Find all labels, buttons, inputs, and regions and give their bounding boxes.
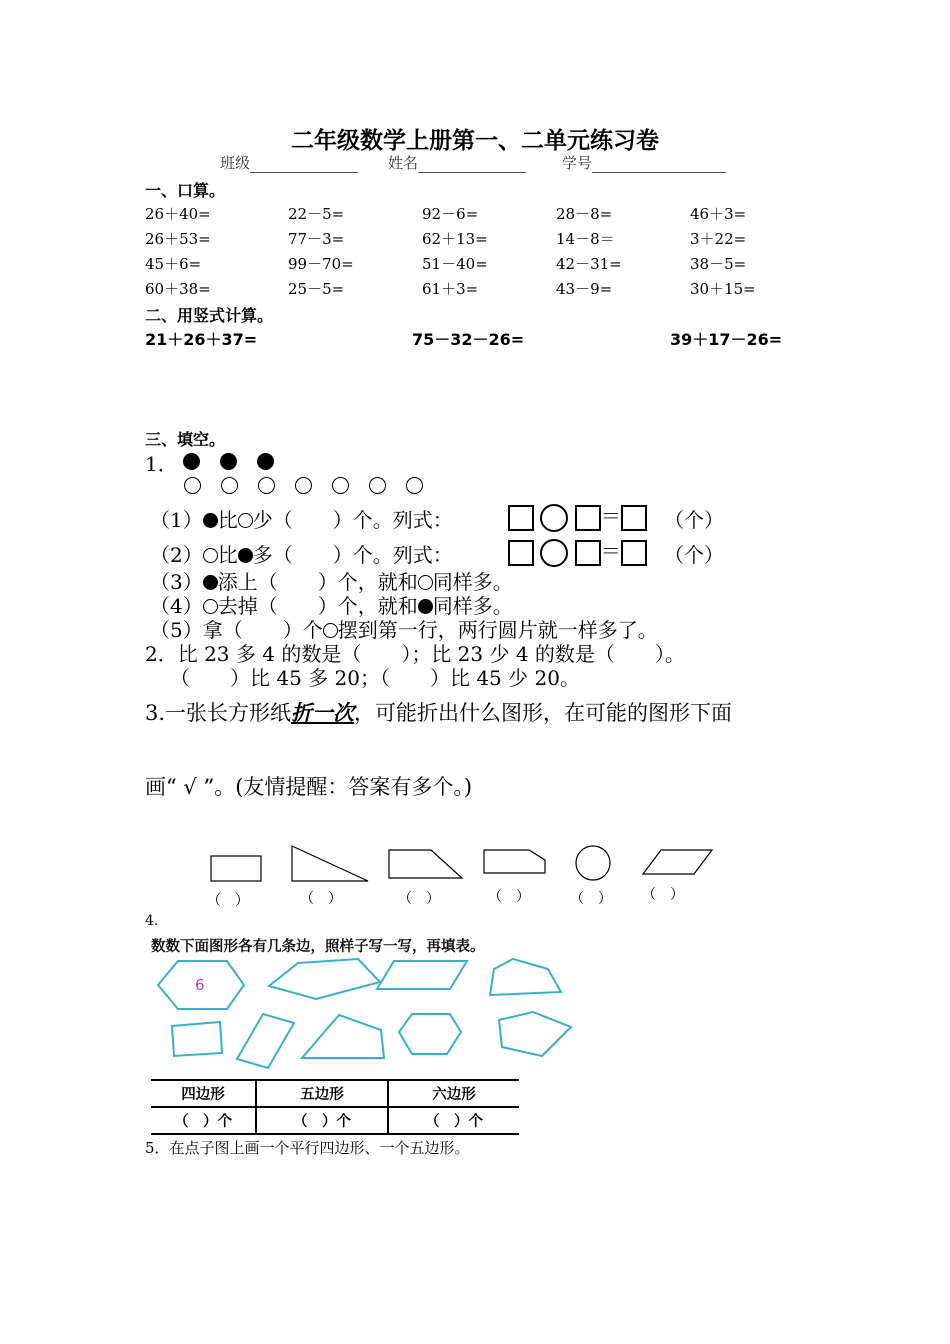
oral-item: 45＋6= <box>145 255 202 273</box>
name-field: 姓名 <box>388 152 526 173</box>
solid-dot-icon <box>238 548 253 563</box>
hollow-dot-icon <box>295 477 312 494</box>
q3-shapes <box>200 840 730 920</box>
operator-circle[interactable] <box>540 504 568 532</box>
q1-part3: （3） 添上（ ）个，就和 同样多。 <box>150 570 513 594</box>
solid-dot-icon <box>257 453 274 470</box>
answer-box[interactable] <box>508 540 534 566</box>
vertical-item: 75－32－26= <box>412 330 525 349</box>
table-header: 六边形 <box>388 1080 519 1107</box>
q1-part2-unit: （个） <box>664 543 724 567</box>
quadrilateral-shape <box>172 1022 222 1056</box>
answer-box[interactable] <box>621 540 647 566</box>
oral-item: 60＋38= <box>145 280 211 298</box>
hollow-dot-icon <box>184 477 201 494</box>
hollow-dot-icon <box>369 477 386 494</box>
quadrilateral-shape <box>302 1015 384 1058</box>
answer-paren[interactable]: （ ） <box>300 891 342 907</box>
class-field: 班级 <box>220 152 358 173</box>
q3-line1: 3.一张长方形纸折一次，可能折出什么图形，在可能的图形下面 <box>145 700 733 725</box>
oral-item: 92－6= <box>422 205 479 223</box>
q1-part1-unit: （个） <box>664 508 724 532</box>
hollow-dot-row <box>184 475 423 494</box>
oral-item: 38－5= <box>690 255 747 273</box>
solid-dot-icon <box>220 453 237 470</box>
oral-item: 3＋22= <box>690 230 747 248</box>
answer-paren[interactable]: （ ） <box>207 893 249 909</box>
q5-text: 5．在点子图上画一个平行四边形、一个五边形。 <box>145 1139 470 1157</box>
answer-box[interactable] <box>508 505 534 531</box>
oral-item: 30＋15= <box>690 280 756 298</box>
oral-item: 51－40= <box>422 255 488 273</box>
table-row <box>151 1107 519 1134</box>
pentagon-shape <box>499 1012 571 1056</box>
hexagon-shape <box>399 1014 461 1054</box>
parallelogram-shape <box>237 1014 294 1068</box>
q1-part1: （1） 比 少（ ）个。列式： <box>150 508 453 532</box>
hollow-dot-icon <box>238 513 253 528</box>
oral-item: 43－9= <box>556 280 613 298</box>
q1-part4: （4） 去掉（ ）个，就和 同样多。 <box>150 594 513 618</box>
hollow-dot-icon <box>203 599 218 614</box>
oral-item: 62＋13= <box>422 230 488 248</box>
q1-part2-formula: ＝ <box>508 535 647 567</box>
answer-box[interactable] <box>575 540 601 566</box>
vertical-item: 39＋17－26= <box>670 330 783 349</box>
q2-line2: （ ）比 45 多 20；（ ）比 45 少 20。 <box>170 666 580 690</box>
hollow-dot-icon <box>406 477 423 494</box>
q4-instruction: 数数下面图形各有几条边，照样子写一写，再填表。 <box>151 939 485 955</box>
q2-line1: 2．比 23 多 4 的数是（ ）；比 23 少 4 的数是（ ）。 <box>145 642 685 666</box>
q3-line2: 画“ √ ”。(友情提醒：答案有多个。) <box>145 775 473 799</box>
circle-shape <box>576 846 610 880</box>
oral-item: 77－3= <box>288 230 345 248</box>
right-trapezoid-shape <box>389 850 462 878</box>
oral-item: 28－8= <box>556 205 613 223</box>
pentagon-shape <box>269 959 380 999</box>
right-triangle-shape <box>292 846 368 881</box>
pentagon-shape <box>490 959 561 995</box>
rectangle-shape <box>211 856 261 881</box>
parallelogram-shape <box>377 961 467 989</box>
answer-paren[interactable]: （ ） <box>488 889 530 905</box>
oral-item: 26＋40= <box>145 205 211 223</box>
section-oral: 一、口算。 <box>145 181 226 200</box>
q1-part5: （5）拿（ ）个 摆到第一行，两行圆片就一样多了。 <box>150 618 658 642</box>
section-fill: 三、填空。 <box>145 430 226 449</box>
oral-item: 46＋3= <box>690 205 747 223</box>
table-cell[interactable]: （ ）个 <box>256 1107 388 1134</box>
solid-dot-icon <box>203 513 218 528</box>
answer-box[interactable] <box>575 505 601 531</box>
hollow-dot-icon <box>258 477 275 494</box>
solid-dot-icon <box>183 453 200 470</box>
hollow-dot-icon <box>332 477 349 494</box>
q1-part1-formula: ＝ <box>508 500 647 532</box>
solid-dot-icon <box>418 599 433 614</box>
table-row <box>151 1080 519 1107</box>
q4-number: 4. <box>145 913 159 929</box>
operator-circle[interactable] <box>540 539 568 567</box>
hollow-dot-icon <box>221 477 238 494</box>
oral-item: 99－70= <box>288 255 354 273</box>
oral-item: 22－5= <box>288 205 345 223</box>
vertical-item: 21＋26＋37= <box>145 330 258 349</box>
answer-box[interactable] <box>621 505 647 531</box>
hollow-dot-icon <box>418 575 433 590</box>
student-id-field: 学号 <box>562 152 726 173</box>
edge-count-table <box>151 1079 519 1135</box>
table-header: 四边形 <box>151 1080 256 1107</box>
oral-item: 61＋3= <box>422 280 479 298</box>
q1-part2: （2） 比 多（ ）个。列式： <box>150 543 453 567</box>
hollow-dot-icon <box>323 623 338 638</box>
section-vertical: 二、用竖式计算。 <box>145 306 274 325</box>
pentagon-shape <box>484 850 545 873</box>
solid-dot-row <box>183 451 274 470</box>
oral-item: 26＋53= <box>145 230 211 248</box>
parallelogram-shape <box>643 850 712 874</box>
q1-number: 1． <box>145 452 178 476</box>
page-title: 二年级数学上册第一、二单元练习卷 <box>291 128 659 154</box>
hollow-dot-icon <box>203 548 218 563</box>
answer-paren[interactable]: （ ） <box>642 887 684 903</box>
answer-paren[interactable]: （ ） <box>398 891 440 907</box>
table-cell[interactable]: （ ）个 <box>388 1107 519 1134</box>
example-digit: 6 <box>195 976 205 994</box>
oral-item: 42－31= <box>556 255 622 273</box>
oral-item: 14－8＝ <box>556 230 615 248</box>
solid-dot-icon <box>203 575 218 590</box>
table-cell[interactable]: （ ）个 <box>151 1107 256 1134</box>
q4-shapes <box>150 955 590 1070</box>
table-header: 五边形 <box>256 1080 388 1107</box>
oral-item: 25－5= <box>288 280 345 298</box>
answer-paren[interactable]: （ ） <box>570 891 612 907</box>
